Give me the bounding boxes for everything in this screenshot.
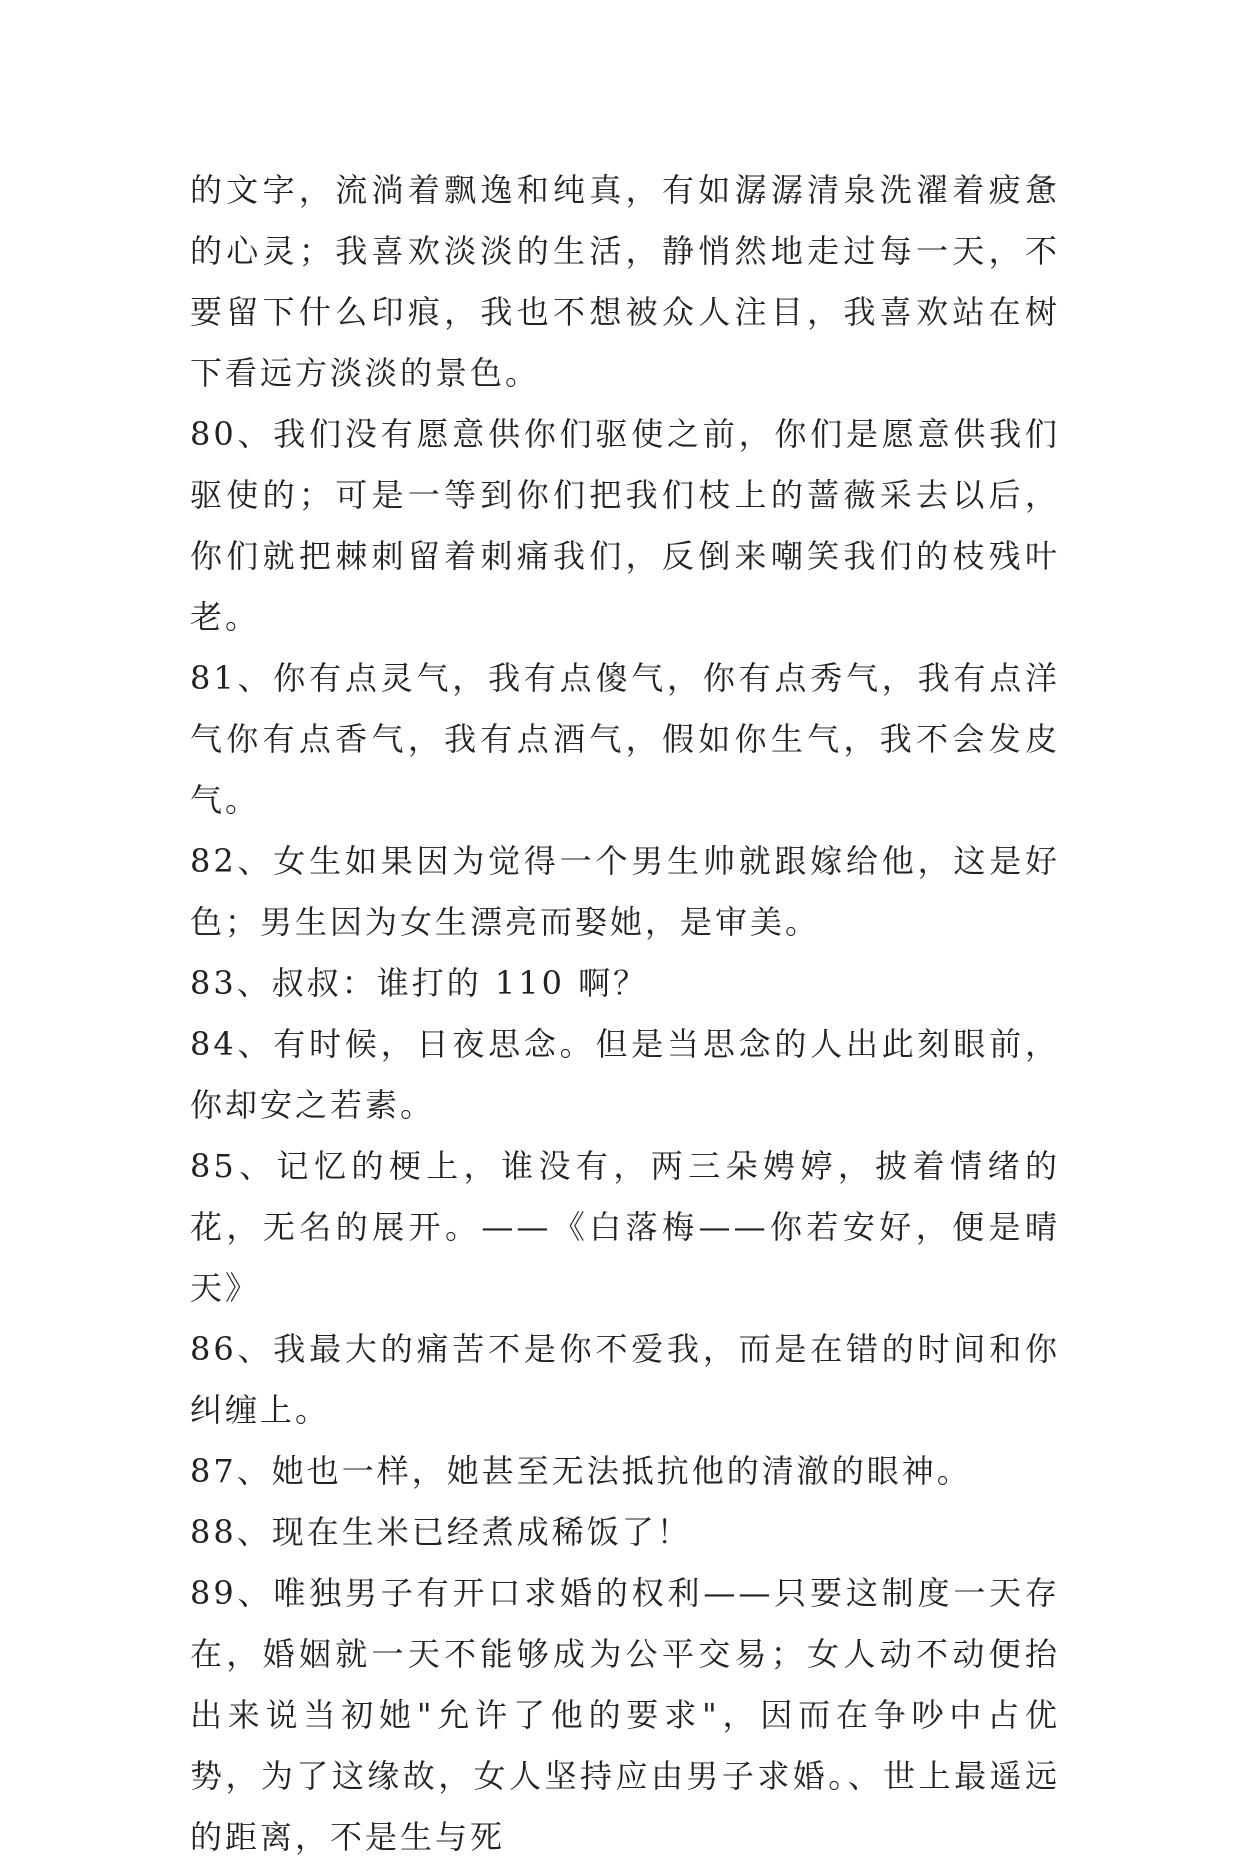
paragraph-89: 89、唯独男子有开口求婚的权利——只要这制度一天存在，婚姻就一天不能够成为公平交易；女人动不动便抬出来说当初她"允许了他的要求"，因而在争吵中占优势，为了这缘故，女人坚持应由男子求婚。、世上最遥远的距离，不是生与死 (190, 1574, 1060, 1856)
paragraph-81: 81、你有点灵气，我有点傻气，你有点秀气，我有点洋气你有点香气，我有点酒气，假如你生气，我不会发皮气。 (190, 659, 1060, 819)
paragraph-86: 86、我最大的痛苦不是你不爱我，而是在错的时间和你纠缠上。 (190, 1330, 1060, 1429)
paragraph-82: 82、女生如果因为觉得一个男生帅就跟嫁给他，这是好色；男生因为女生漂亮而娶她，是审美。 (190, 842, 1060, 941)
document-body (190, 160, 1060, 1868)
paragraph-85: 85、记忆的梗上，谁没有，两三朵娉婷，披着情绪的花，无名的展开。——《白落梅——你若安好，便是晴天》 (190, 1147, 1060, 1307)
paragraph-87: 87、她也一样，她甚至无法抵抗他的清澈的眼神。 (190, 1452, 972, 1490)
paragraph-83: 83、叔叔：谁打的 110 啊？ (190, 964, 649, 1002)
paragraph-88: 88、现在生米已经煮成稀饭了！ (190, 1513, 692, 1551)
paragraph-84: 84、有时候，日夜思念。但是当思念的人出此刻眼前，你却安之若素。 (190, 1025, 1060, 1124)
paragraph-80: 80、我们没有愿意供你们驱使之前，你们是愿意供我们驱使的；可是一等到你们把我们枝上的蔷薇采去以后，你们就把棘刺留着刺痛我们，反倒来嘲笑我们的枝残叶老。 (190, 415, 1060, 636)
paragraph-continuation: 的文字，流淌着飘逸和纯真，有如潺潺清泉洗濯着疲惫的心灵；我喜欢淡淡的生活，静悄然地走过每一天，不要留下什么印痕，我也不想被众人注目，我喜欢站在树下看远方淡淡的景色。 (190, 171, 1060, 392)
